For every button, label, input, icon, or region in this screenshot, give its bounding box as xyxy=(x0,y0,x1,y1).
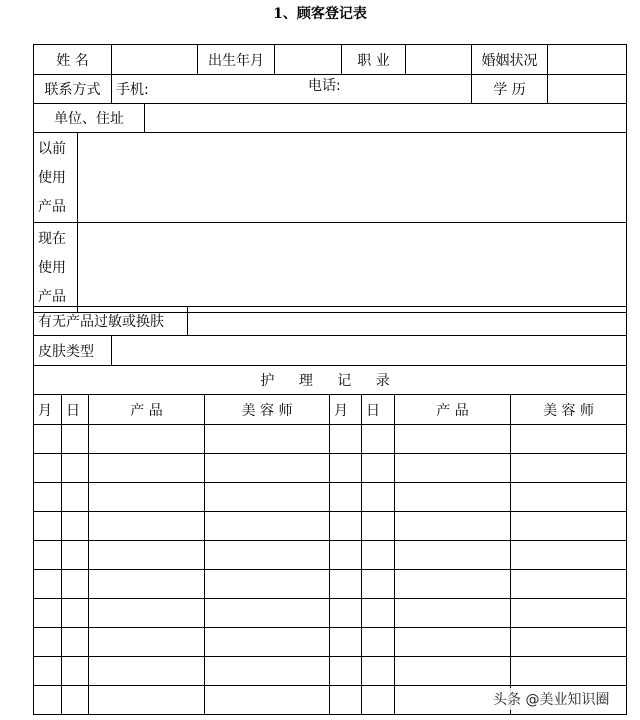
record-cell[interactable] xyxy=(34,628,62,657)
record-cell[interactable] xyxy=(34,454,62,483)
record-cell[interactable] xyxy=(362,628,395,657)
record-cell[interactable] xyxy=(205,657,330,686)
record-cell[interactable] xyxy=(34,483,62,512)
record-cell[interactable] xyxy=(62,541,89,570)
record-cell[interactable] xyxy=(362,541,395,570)
record-cell[interactable] xyxy=(89,628,205,657)
record-cell[interactable] xyxy=(62,483,89,512)
table-row xyxy=(34,483,627,512)
skin-type-label: 皮肤类型 xyxy=(34,336,112,366)
record-cell[interactable] xyxy=(330,599,362,628)
record-cell[interactable] xyxy=(62,657,89,686)
table-row xyxy=(34,454,627,483)
record-cell[interactable] xyxy=(362,425,395,454)
record-cell[interactable] xyxy=(89,425,205,454)
table-row xyxy=(34,512,627,541)
table-row xyxy=(34,425,627,454)
address-table xyxy=(33,103,627,133)
contact-field[interactable] xyxy=(112,75,472,104)
col-beautician-2: 美 容 师 xyxy=(511,395,627,425)
record-cell[interactable] xyxy=(62,425,89,454)
record-cell[interactable] xyxy=(89,541,205,570)
table-row xyxy=(34,570,627,599)
record-cell[interactable] xyxy=(511,512,627,541)
col-month-2: 月 xyxy=(330,395,362,425)
record-cell[interactable] xyxy=(511,425,627,454)
record-cell[interactable] xyxy=(362,570,395,599)
record-cell[interactable] xyxy=(34,599,62,628)
record-cell[interactable] xyxy=(395,454,511,483)
current-products-label: 现在 使用 产品 xyxy=(34,223,78,313)
record-cell[interactable] xyxy=(511,570,627,599)
record-cell[interactable] xyxy=(330,628,362,657)
record-cell[interactable] xyxy=(34,686,62,715)
allergy-table xyxy=(33,306,627,336)
record-cell[interactable] xyxy=(395,628,511,657)
mobile-label: 手机: xyxy=(116,82,149,98)
record-cell[interactable] xyxy=(205,628,330,657)
record-cell[interactable] xyxy=(34,541,62,570)
table-row xyxy=(34,599,627,628)
record-cell[interactable] xyxy=(511,628,627,657)
record-cell[interactable] xyxy=(34,657,62,686)
record-cell[interactable] xyxy=(205,512,330,541)
record-cell[interactable] xyxy=(330,686,362,715)
record-cell[interactable] xyxy=(395,483,511,512)
record-cell[interactable] xyxy=(395,512,511,541)
record-cell[interactable] xyxy=(34,570,62,599)
job-label: 职 业 xyxy=(342,45,406,75)
record-cell[interactable] xyxy=(362,686,395,715)
record-cell[interactable] xyxy=(511,541,627,570)
record-cell[interactable] xyxy=(511,483,627,512)
allergy-field[interactable] xyxy=(188,307,627,336)
record-cell[interactable] xyxy=(362,657,395,686)
record-cell[interactable] xyxy=(62,628,89,657)
record-cell[interactable] xyxy=(205,570,330,599)
record-cell[interactable] xyxy=(395,425,511,454)
record-cell[interactable] xyxy=(34,425,62,454)
record-cell[interactable] xyxy=(395,657,511,686)
record-cell[interactable] xyxy=(62,599,89,628)
record-cell[interactable] xyxy=(205,541,330,570)
records-column-header xyxy=(34,395,627,425)
allergy-label: 有无产品过敏或换肤 xyxy=(34,307,188,336)
record-cell[interactable] xyxy=(205,599,330,628)
record-cell[interactable] xyxy=(89,483,205,512)
col-product-2: 产 品 xyxy=(395,395,511,425)
record-cell[interactable] xyxy=(89,570,205,599)
record-cell[interactable] xyxy=(330,454,362,483)
record-cell[interactable] xyxy=(89,512,205,541)
record-cell[interactable] xyxy=(62,686,89,715)
marital-field[interactable] xyxy=(548,45,627,75)
record-cell[interactable] xyxy=(34,512,62,541)
record-cell[interactable] xyxy=(362,599,395,628)
record-cell[interactable] xyxy=(330,483,362,512)
record-cell[interactable] xyxy=(362,483,395,512)
col-product: 产 品 xyxy=(89,395,205,425)
record-cell[interactable] xyxy=(330,425,362,454)
record-cell[interactable] xyxy=(511,657,627,686)
job-field[interactable] xyxy=(406,45,472,75)
prev-products-field[interactable] xyxy=(78,133,627,223)
record-cell[interactable] xyxy=(89,599,205,628)
record-cell[interactable] xyxy=(205,483,330,512)
record-cell[interactable] xyxy=(205,454,330,483)
record-cell[interactable] xyxy=(330,541,362,570)
marital-label: 婚姻状况 xyxy=(472,45,548,75)
record-cell[interactable] xyxy=(330,512,362,541)
col-month: 月 xyxy=(34,395,62,425)
record-cell[interactable] xyxy=(89,454,205,483)
record-cell[interactable] xyxy=(395,570,511,599)
record-cell[interactable] xyxy=(395,541,511,570)
page-title: 1、顾客登记表 xyxy=(273,6,367,22)
record-cell[interactable] xyxy=(62,512,89,541)
name-label: 姓 名 xyxy=(34,45,112,75)
table-row xyxy=(34,541,627,570)
skin-type-field[interactable] xyxy=(112,336,627,366)
watermark: 头条 @美业知识圈 xyxy=(490,688,612,710)
record-cell[interactable] xyxy=(362,454,395,483)
record-cell[interactable] xyxy=(395,599,511,628)
record-rows xyxy=(34,425,627,715)
prev-products-label: 以前 使用 产品 xyxy=(34,133,78,223)
table-row xyxy=(34,628,627,657)
education-field[interactable] xyxy=(548,75,627,104)
birth-label: 出生年月 xyxy=(198,45,275,75)
phone-label: 电话: xyxy=(308,78,341,94)
care-records-header: 护 理 记 录 xyxy=(34,366,627,395)
record-cell[interactable] xyxy=(205,425,330,454)
col-day: 日 xyxy=(62,395,89,425)
record-cell[interactable] xyxy=(511,454,627,483)
table-row xyxy=(34,657,627,686)
record-cell[interactable] xyxy=(511,599,627,628)
skin-type-table xyxy=(33,335,627,366)
education-label: 学 历 xyxy=(472,75,548,104)
birth-field[interactable] xyxy=(275,45,342,75)
current-products-field[interactable] xyxy=(78,223,627,313)
record-cell[interactable] xyxy=(330,657,362,686)
address-field[interactable] xyxy=(145,104,627,133)
record-cell[interactable] xyxy=(62,454,89,483)
col-day-2: 日 xyxy=(362,395,395,425)
record-cell[interactable] xyxy=(330,570,362,599)
contact-label: 联系方式 xyxy=(34,75,112,104)
care-records-table xyxy=(33,365,627,715)
col-beautician: 美 容 师 xyxy=(205,395,330,425)
record-cell[interactable] xyxy=(362,512,395,541)
record-cell[interactable] xyxy=(89,686,205,715)
name-field[interactable] xyxy=(112,45,198,75)
customer-info-table xyxy=(33,44,627,104)
record-cell[interactable] xyxy=(62,570,89,599)
record-cell[interactable] xyxy=(205,686,330,715)
address-label: 单位、住址 xyxy=(34,104,145,133)
record-cell[interactable] xyxy=(89,657,205,686)
products-table xyxy=(33,132,627,313)
